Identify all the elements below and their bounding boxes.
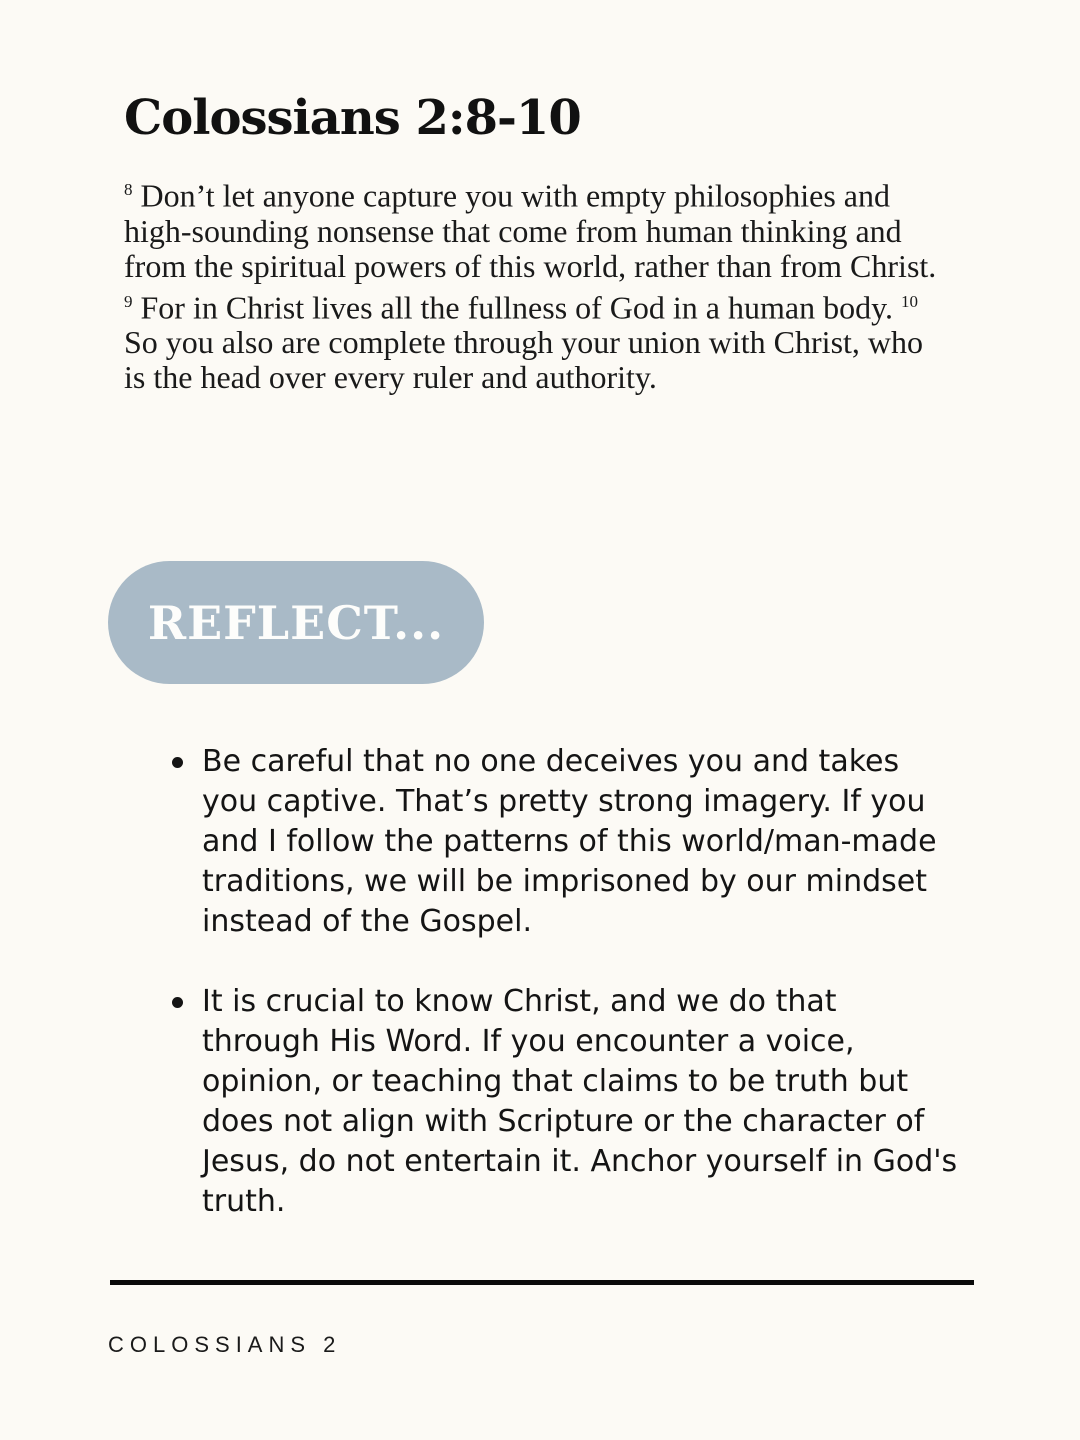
reflect-label: REFLECT... [147, 595, 445, 650]
reflection-list [202, 742, 962, 1262]
verse-text: Don’t let anyone capture you with empty philosophies and high-sounding nonsense that come from human thinking and from the spiritual powers of this world, rather than from Christ. [124, 177, 937, 284]
scripture-passage [124, 172, 944, 395]
verse-number: 9 [124, 291, 133, 311]
list-item: Be careful that no one deceives you and takes you captive. That’s pretty strong imagery. If you and I follow the patterns of this world/man-made traditions, we will be imprisoned by our mindset instead of the Gospel. [202, 742, 962, 942]
page-title: Colossians 2:8-10 [124, 90, 581, 146]
divider [110, 1280, 974, 1285]
verse-number: 10 [901, 291, 919, 311]
verse-text: For in Christ lives all the fullness of God in a human body. [140, 289, 894, 326]
footer-label: COLOSSIANS 2 [108, 1332, 342, 1357]
verse-number: 8 [124, 180, 133, 199]
reflect-badge [108, 561, 484, 684]
list-item: It is crucial to know Christ, and we do that through His Word. If you encounter a voice, opinion, or teaching that claims to be truth but does not align with Scripture or the character of Jesus, do not entertain it. Anchor yourself in God's truth. [202, 982, 962, 1222]
verse-text: So you also are complete through your union with Christ, who is the head over every ruler and authority. [124, 324, 924, 396]
